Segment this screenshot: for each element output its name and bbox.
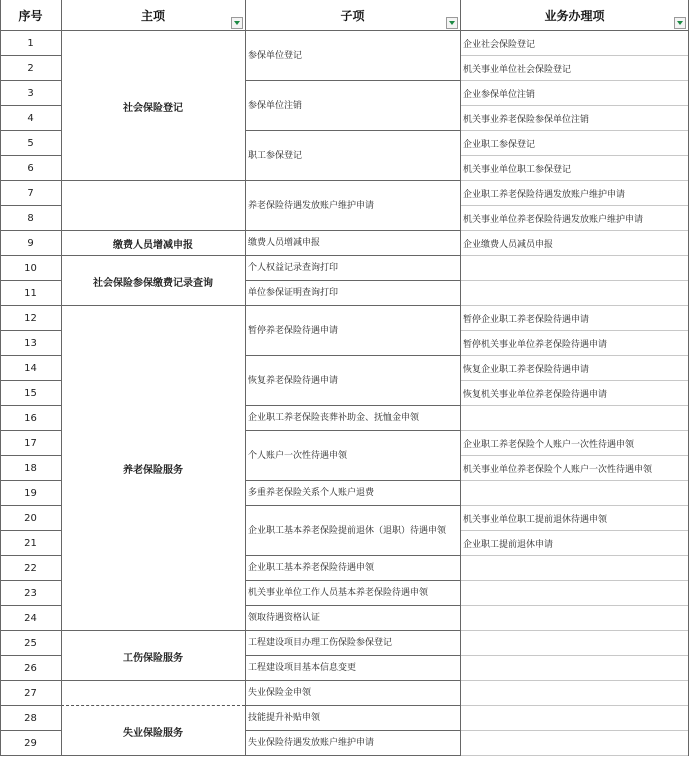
- sub-item-text: 参保单位登记: [248, 50, 303, 61]
- business-item: [460, 406, 689, 431]
- main-item: [61, 706, 245, 756]
- sub-item-text: 领取待遇资格认证: [248, 613, 321, 623]
- business-item: [460, 281, 689, 306]
- main-item: [61, 681, 245, 706]
- row-number-text: 29: [24, 738, 37, 749]
- sub-item-text: 缴费人员增减申报: [248, 238, 321, 248]
- row-number: [0, 506, 61, 531]
- row-number-text: 27: [24, 688, 37, 699]
- grid-line: [61, 0, 62, 756]
- row-number-text: 26: [24, 663, 37, 674]
- row-number: [0, 331, 61, 356]
- sub-item-text: 养老保险待遇发放账户维护申请: [248, 200, 375, 211]
- business-item: [460, 631, 689, 656]
- main-item: [61, 31, 245, 181]
- row-number: [0, 281, 61, 306]
- grid-line: [245, 755, 460, 756]
- main-item: [61, 181, 245, 231]
- business-item: [460, 381, 689, 406]
- sub-item-text: 单位参保证明查询打印: [248, 288, 339, 298]
- business-item: [460, 706, 689, 731]
- row-number: [0, 556, 61, 581]
- row-number-text: 19: [24, 488, 37, 499]
- row-number-text: 17: [24, 438, 37, 449]
- row-number: [0, 356, 61, 381]
- sub-item-text: 工程建设项目基本信息变更: [248, 663, 357, 673]
- grid-line: [0, 755, 61, 756]
- business-item-text: 企业参保单位注销: [463, 90, 536, 100]
- sub-item: [245, 256, 460, 281]
- header-no-label: 序号: [18, 8, 43, 23]
- business-item: [460, 606, 689, 631]
- row-number: [0, 531, 61, 556]
- business-item-text: 企业职工养老保险待遇发放账户维护申请: [463, 190, 626, 200]
- row-number-text: 2: [27, 63, 34, 74]
- row-number: [0, 106, 61, 131]
- business-item: [460, 506, 689, 531]
- row-number-text: 6: [27, 163, 34, 174]
- sub-item: [245, 406, 460, 431]
- business-item-text: 机关事业养老保险参保单位注销: [463, 115, 590, 125]
- sub-item-text: 参保单位注销: [248, 100, 303, 111]
- business-item-text: 恢复企业职工养老保险待遇申请: [463, 365, 590, 375]
- business-item-text: 暂停机关事业单位养老保险待遇申请: [463, 340, 608, 350]
- main-item-text: 社会保险登记: [123, 102, 183, 114]
- row-number-text: 13: [24, 338, 37, 349]
- sub-item: [245, 231, 460, 256]
- sub-item: [245, 606, 460, 631]
- row-number-text: 18: [24, 463, 37, 474]
- business-item-text: 机关事业单位养老保险待遇发放账户维护申请: [463, 215, 644, 225]
- sub-item: [245, 81, 460, 131]
- business-item-text: 机关事业单位养老保险个人账户一次性待遇申领: [463, 465, 653, 475]
- header-biz-label: 业务办理项: [544, 8, 605, 23]
- row-number: [0, 631, 61, 656]
- business-item-text: 企业缴费人员减员申报: [463, 240, 554, 250]
- row-number-text: 4: [27, 113, 34, 124]
- row-number-text: 23: [24, 588, 37, 599]
- main-item: [61, 256, 245, 306]
- filter-dropdown-icon[interactable]: [231, 17, 243, 29]
- row-number: [0, 481, 61, 506]
- sub-item: [245, 181, 460, 231]
- business-item-text: 企业职工养老保险个人账户一次性待遇申领: [463, 440, 635, 450]
- sub-item-text: 机关事业单位工作人员基本养老保险待遇申领: [248, 588, 429, 598]
- row-number-text: 24: [24, 613, 37, 624]
- sub-item: [245, 706, 460, 731]
- row-number: [0, 81, 61, 106]
- sub-item: [245, 281, 460, 306]
- row-number-text: 5: [27, 138, 34, 149]
- sub-item: [245, 681, 460, 706]
- sub-item-text: 失业保险待遇发放账户维护申请: [248, 738, 375, 748]
- row-number-text: 3: [27, 88, 34, 99]
- row-number-text: 28: [24, 713, 37, 724]
- row-number-text: 10: [24, 263, 37, 274]
- sub-item: [245, 131, 460, 181]
- row-number: [0, 731, 61, 756]
- row-number: [0, 231, 61, 256]
- main-item-text: 养老保险服务: [123, 465, 183, 476]
- sub-item-text: 暂停养老保险待遇申请: [248, 325, 339, 336]
- business-item: [460, 681, 689, 706]
- sub-item-text: 企业职工基本养老保险待遇申领: [248, 563, 375, 573]
- grid-line: [61, 755, 245, 756]
- business-item: [460, 356, 689, 381]
- business-item: [460, 256, 689, 281]
- business-item-text: 机关事业单位职工提前退休待遇申领: [463, 515, 608, 525]
- business-item: [460, 581, 689, 606]
- row-number-text: 14: [24, 363, 37, 374]
- business-item: [460, 531, 689, 556]
- header-sub: [245, 0, 460, 31]
- row-number: [0, 181, 61, 206]
- grid-line: [0, 30, 689, 31]
- row-number-text: 20: [24, 513, 37, 524]
- business-item: [460, 481, 689, 506]
- row-number-text: 7: [27, 188, 34, 199]
- business-item: [460, 81, 689, 106]
- business-item-text: 恢复机关事业单位养老保险待遇申请: [463, 390, 608, 400]
- row-number: [0, 256, 61, 281]
- header-sub-label: 子项: [340, 8, 365, 23]
- business-item-text: 企业社会保险登记: [463, 40, 536, 50]
- sub-item: [245, 631, 460, 656]
- business-item: [460, 181, 689, 206]
- header-main-label: 主项: [140, 8, 165, 23]
- row-number-text: 21: [24, 538, 37, 549]
- row-number: [0, 406, 61, 431]
- row-number: [0, 156, 61, 181]
- header-biz: [460, 0, 689, 31]
- row-number-text: 11: [24, 288, 37, 299]
- business-item-text: 机关事业单位职工参保登记: [463, 165, 572, 175]
- main-item: [61, 231, 245, 256]
- business-item: [460, 56, 689, 81]
- business-item: [460, 731, 689, 756]
- grid-line: [460, 755, 689, 756]
- main-item-text: 工伤保险服务: [123, 652, 183, 664]
- grid-line: [245, 0, 246, 756]
- business-item-text: 机关事业单位社会保险登记: [463, 65, 572, 75]
- row-number-text: 25: [24, 638, 37, 649]
- business-item: [460, 431, 689, 456]
- business-item: [460, 306, 689, 331]
- sub-item: [245, 506, 460, 556]
- row-number: [0, 656, 61, 681]
- sub-item: [245, 731, 460, 756]
- row-number-text: 16: [24, 413, 37, 424]
- sub-item: [245, 581, 460, 606]
- business-item: [460, 206, 689, 231]
- row-number-text: 9: [27, 238, 34, 249]
- business-item-text: 暂停企业职工养老保险待遇申请: [463, 315, 590, 325]
- filter-dropdown-icon[interactable]: [674, 17, 686, 29]
- sub-item: [245, 31, 460, 81]
- business-item: [460, 331, 689, 356]
- sub-item-text: 技能提升补贴申领: [248, 713, 321, 723]
- row-number-text: 22: [24, 563, 37, 574]
- main-item-text: 失业保险服务: [123, 727, 183, 739]
- row-number: [0, 381, 61, 406]
- row-number: [0, 606, 61, 631]
- row-number-text: 1: [27, 38, 34, 49]
- filter-dropdown-icon[interactable]: [446, 17, 458, 29]
- grid-line: [0, 0, 1, 756]
- business-item: [460, 656, 689, 681]
- sub-item: [245, 556, 460, 581]
- header-no: [0, 0, 61, 31]
- row-number-text: 12: [24, 313, 37, 324]
- row-number: [0, 431, 61, 456]
- row-number: [0, 56, 61, 81]
- business-item: [460, 31, 689, 56]
- sub-item-text: 企业职工养老保险丧葬补助金、抚恤金申领: [248, 413, 420, 423]
- row-number: [0, 206, 61, 231]
- row-number-text: 8: [27, 213, 34, 224]
- header-main: [61, 0, 245, 31]
- main-item: [61, 306, 245, 631]
- grid-line: [460, 0, 461, 756]
- main-item-text: 社会保险参保缴费记录查询: [93, 277, 213, 289]
- row-number: [0, 306, 61, 331]
- sub-item-text: 失业保险金申领: [248, 688, 312, 698]
- main-item: [61, 631, 245, 681]
- business-item: [460, 131, 689, 156]
- sub-item-text: 职工参保登记: [248, 150, 303, 161]
- sub-item-text: 个人账户一次性待遇申领: [248, 450, 348, 461]
- business-item: [460, 231, 689, 256]
- row-number: [0, 681, 61, 706]
- business-item: [460, 556, 689, 581]
- row-number: [0, 131, 61, 156]
- main-item-text: 缴费人员增减申报: [113, 240, 193, 251]
- business-item-text: 企业职工提前退休申请: [463, 540, 554, 550]
- sub-item: [245, 306, 460, 356]
- sub-item: [245, 356, 460, 406]
- sub-item: [245, 481, 460, 506]
- row-number-text: 15: [24, 388, 37, 399]
- sub-item-text: 多重养老保险关系个人账户退费: [248, 488, 375, 498]
- row-number: [0, 581, 61, 606]
- sub-item: [245, 431, 460, 481]
- row-number: [0, 456, 61, 481]
- sub-item-text: 工程建设项目办理工伤保险参保登记: [248, 638, 393, 648]
- sub-item: [245, 656, 460, 681]
- business-item-text: 企业职工参保登记: [463, 140, 536, 150]
- business-item: [460, 106, 689, 131]
- sub-item-text: 恢复养老保险待遇申请: [248, 375, 339, 386]
- row-number: [0, 706, 61, 731]
- row-number: [0, 31, 61, 56]
- sub-item-text: 个人权益记录查询打印: [248, 263, 339, 273]
- sub-item-text: 企业职工基本养老保险提前退休（退职）待遇申领: [248, 525, 447, 536]
- business-item: [460, 156, 689, 181]
- business-item: [460, 456, 689, 481]
